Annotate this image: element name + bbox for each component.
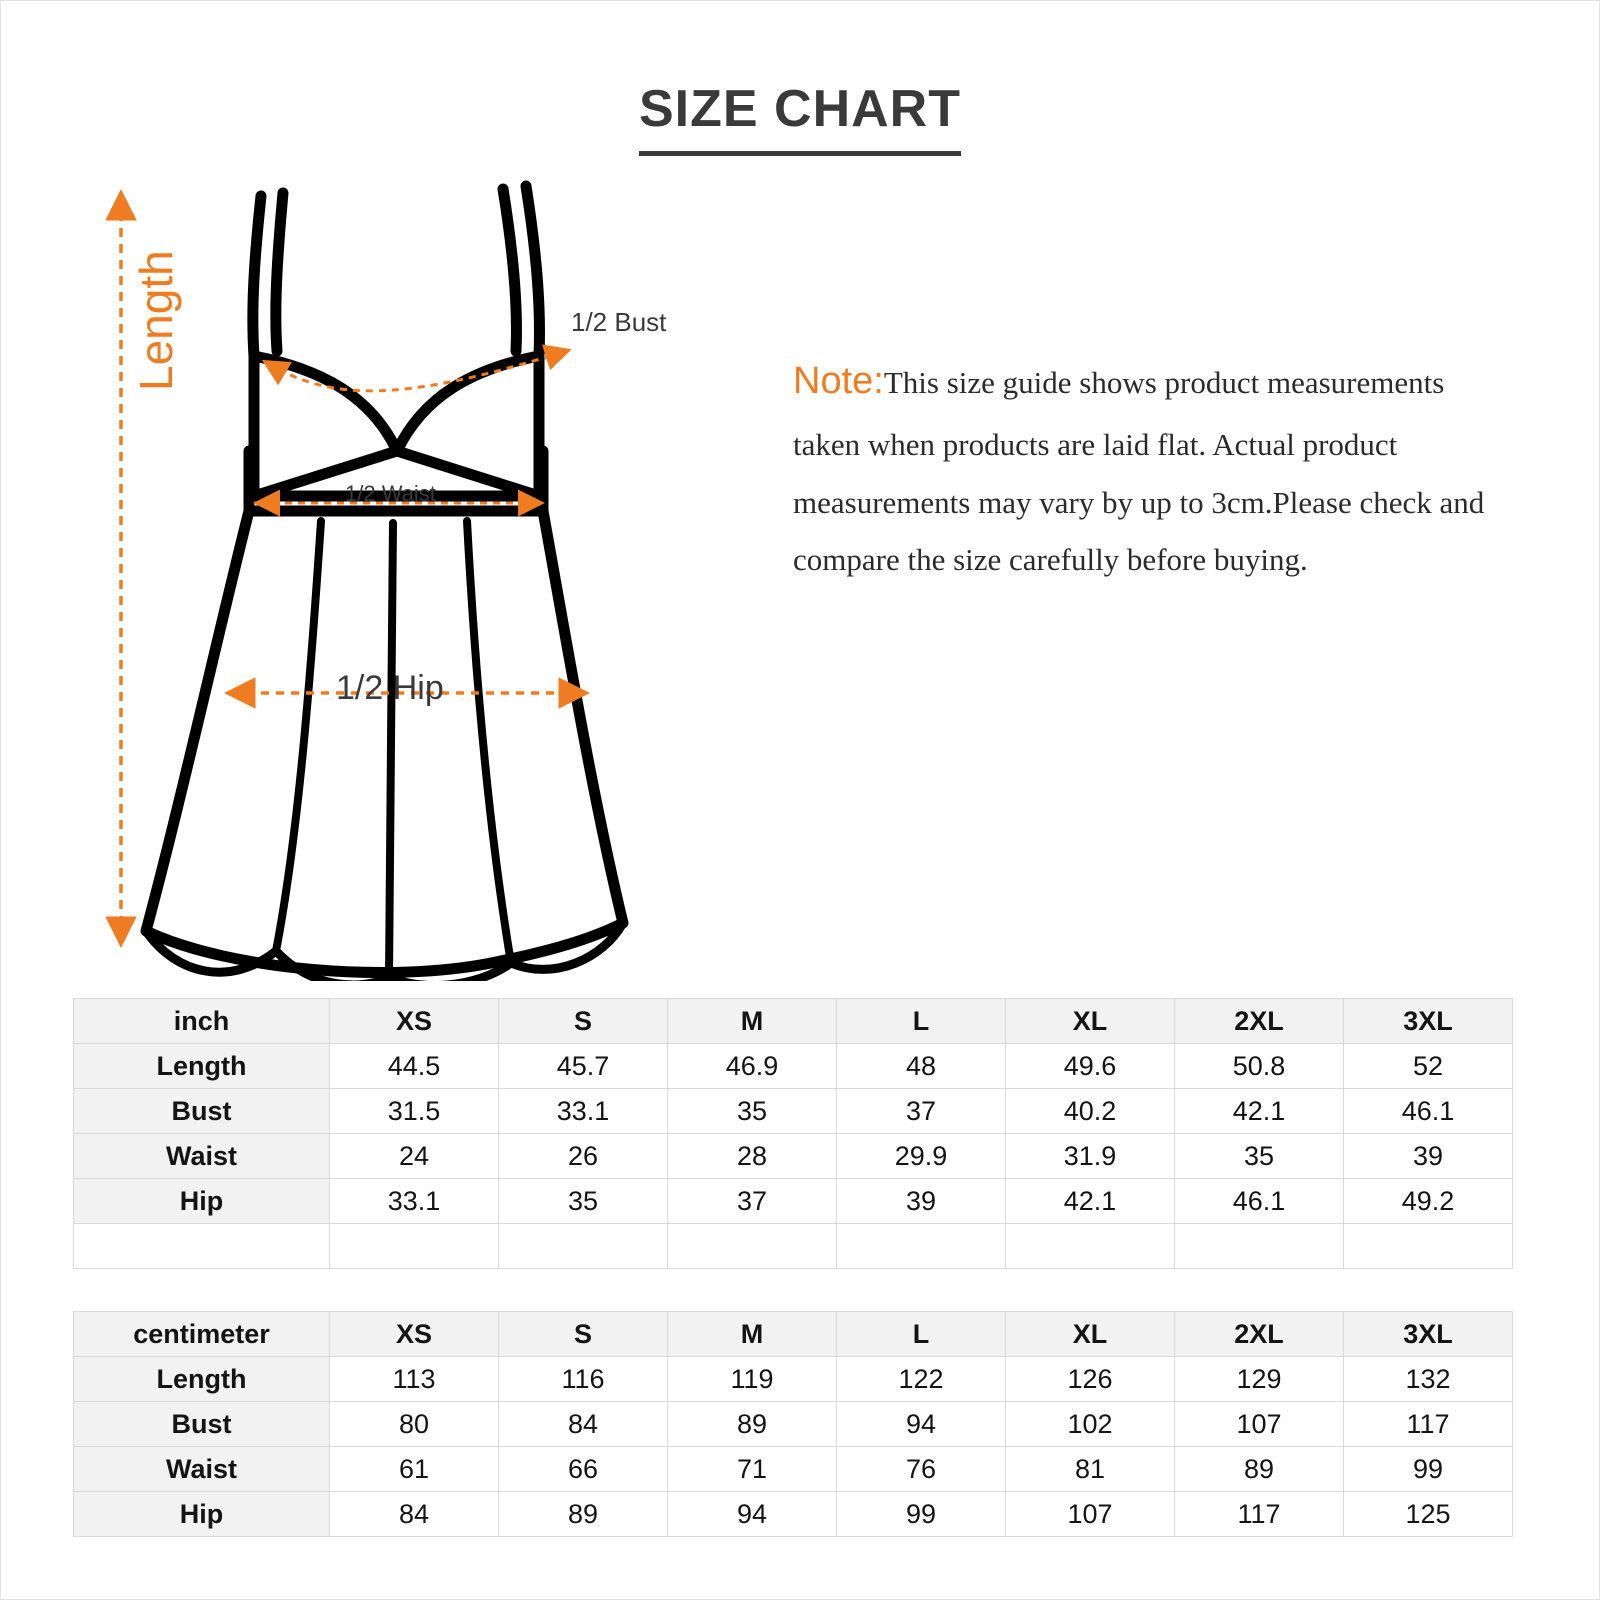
cell: 31.5 [330, 1089, 499, 1134]
dress-outline [146, 186, 623, 981]
size-header-l: L [837, 999, 1006, 1044]
cell: 125 [1344, 1492, 1513, 1537]
cell: 52 [1344, 1044, 1513, 1089]
cell: 49.2 [1344, 1179, 1513, 1224]
size-header-m: M [668, 999, 837, 1044]
table-gap [73, 1269, 1513, 1311]
size-header-3xl: 3XL [1344, 1312, 1513, 1357]
cell: 28 [668, 1134, 837, 1179]
bust-label: 1/2 Bust [571, 307, 667, 337]
cell: 117 [1344, 1402, 1513, 1447]
cell: 46.9 [668, 1044, 837, 1089]
note-label: Note: [793, 360, 884, 402]
table-row [74, 1089, 1513, 1134]
cell: 35 [668, 1089, 837, 1134]
cell: 89 [499, 1492, 668, 1537]
cell: 33.1 [499, 1089, 668, 1134]
cell: 44.5 [330, 1044, 499, 1089]
size-header-s: S [499, 1312, 668, 1357]
cell: 37 [668, 1179, 837, 1224]
row-label-length: Length [74, 1357, 330, 1402]
unit-header: inch [74, 999, 330, 1044]
row-label-hip: Hip [74, 1492, 330, 1537]
size-header-xl: XL [1006, 999, 1175, 1044]
table-spacer-row [74, 1224, 1513, 1269]
size-header-xl: XL [1006, 1312, 1175, 1357]
cell: 89 [1175, 1447, 1344, 1492]
cell: 129 [1175, 1357, 1344, 1402]
table-row [74, 1044, 1513, 1089]
note-text: This size guide shows product measurements taken when products are laid flat. Actual product measurements may vary by up to 3cm.Please check and compare the size carefully before buying. [793, 365, 1485, 577]
cell: 71 [668, 1447, 837, 1492]
cell: 116 [499, 1357, 668, 1402]
cell: 42.1 [1006, 1179, 1175, 1224]
cell: 61 [330, 1447, 499, 1492]
unit-header: centimeter [74, 1312, 330, 1357]
cell: 37 [837, 1089, 1006, 1134]
note-block [793, 346, 1505, 588]
cell: 132 [1344, 1357, 1513, 1402]
waist-label: 1/2 Waist [345, 481, 436, 506]
cell: 33.1 [330, 1179, 499, 1224]
cell: 39 [837, 1179, 1006, 1224]
size-header-2xl: 2XL [1175, 999, 1344, 1044]
spacer-cell [499, 1224, 668, 1269]
spacer-cell [1344, 1224, 1513, 1269]
spacer-cell [1006, 1224, 1175, 1269]
size-header-xs: XS [330, 1312, 499, 1357]
cell: 117 [1175, 1492, 1344, 1537]
cell: 119 [668, 1357, 837, 1402]
cell: 107 [1175, 1402, 1344, 1447]
cell: 126 [1006, 1357, 1175, 1402]
row-label-waist: Waist [74, 1134, 330, 1179]
centimeter-size-table [73, 1311, 1513, 1537]
cell: 66 [499, 1447, 668, 1492]
cell: 84 [499, 1402, 668, 1447]
cell: 94 [837, 1402, 1006, 1447]
size-header-2xl: 2XL [1175, 1312, 1344, 1357]
cell: 45.7 [499, 1044, 668, 1089]
cell: 80 [330, 1402, 499, 1447]
spacer-cell [1175, 1224, 1344, 1269]
spacer-cell [330, 1224, 499, 1269]
row-label-length: Length [74, 1044, 330, 1089]
hip-label: 1/2 Hip [336, 669, 444, 707]
table-row [74, 1312, 1513, 1357]
row-label-waist: Waist [74, 1447, 330, 1492]
cell: 42.1 [1175, 1089, 1344, 1134]
cell: 46.1 [1344, 1089, 1513, 1134]
cell: 46.1 [1175, 1179, 1344, 1224]
cell: 26 [499, 1134, 668, 1179]
cell: 99 [837, 1492, 1006, 1537]
page-title: SIZE CHART [639, 79, 961, 156]
cell: 39 [1344, 1134, 1513, 1179]
cell: 122 [837, 1357, 1006, 1402]
cell: 102 [1006, 1402, 1175, 1447]
cell: 31.9 [1006, 1134, 1175, 1179]
size-header-xs: XS [330, 999, 499, 1044]
table-row [74, 1357, 1513, 1402]
row-label-bust: Bust [74, 1089, 330, 1134]
cell: 35 [499, 1179, 668, 1224]
cell: 40.2 [1006, 1089, 1175, 1134]
spacer-cell [74, 1224, 330, 1269]
cell: 76 [837, 1447, 1006, 1492]
table-row [74, 1402, 1513, 1447]
size-tables [73, 998, 1513, 1537]
table-row [74, 1447, 1513, 1492]
cell: 94 [668, 1492, 837, 1537]
inch-size-table [73, 998, 1513, 1269]
table-row [74, 1492, 1513, 1537]
spacer-cell [668, 1224, 837, 1269]
length-label: Length [130, 250, 182, 391]
cell: 35 [1175, 1134, 1344, 1179]
cell: 48 [837, 1044, 1006, 1089]
cell: 50.8 [1175, 1044, 1344, 1089]
table-row [74, 1134, 1513, 1179]
cell: 29.9 [837, 1134, 1006, 1179]
cell: 24 [330, 1134, 499, 1179]
page-title-wrap [1, 79, 1599, 156]
size-header-l: L [837, 1312, 1006, 1357]
cell: 49.6 [1006, 1044, 1175, 1089]
cell: 89 [668, 1402, 837, 1447]
cell: 84 [330, 1492, 499, 1537]
row-label-hip: Hip [74, 1179, 330, 1224]
size-header-3xl: 3XL [1344, 999, 1513, 1044]
cell: 99 [1344, 1447, 1513, 1492]
row-label-bust: Bust [74, 1402, 330, 1447]
spacer-cell [837, 1224, 1006, 1269]
size-header-m: M [668, 1312, 837, 1357]
size-header-s: S [499, 999, 668, 1044]
table-row [74, 999, 1513, 1044]
cell: 113 [330, 1357, 499, 1402]
cell: 107 [1006, 1492, 1175, 1537]
cell: 81 [1006, 1447, 1175, 1492]
table-row [74, 1179, 1513, 1224]
